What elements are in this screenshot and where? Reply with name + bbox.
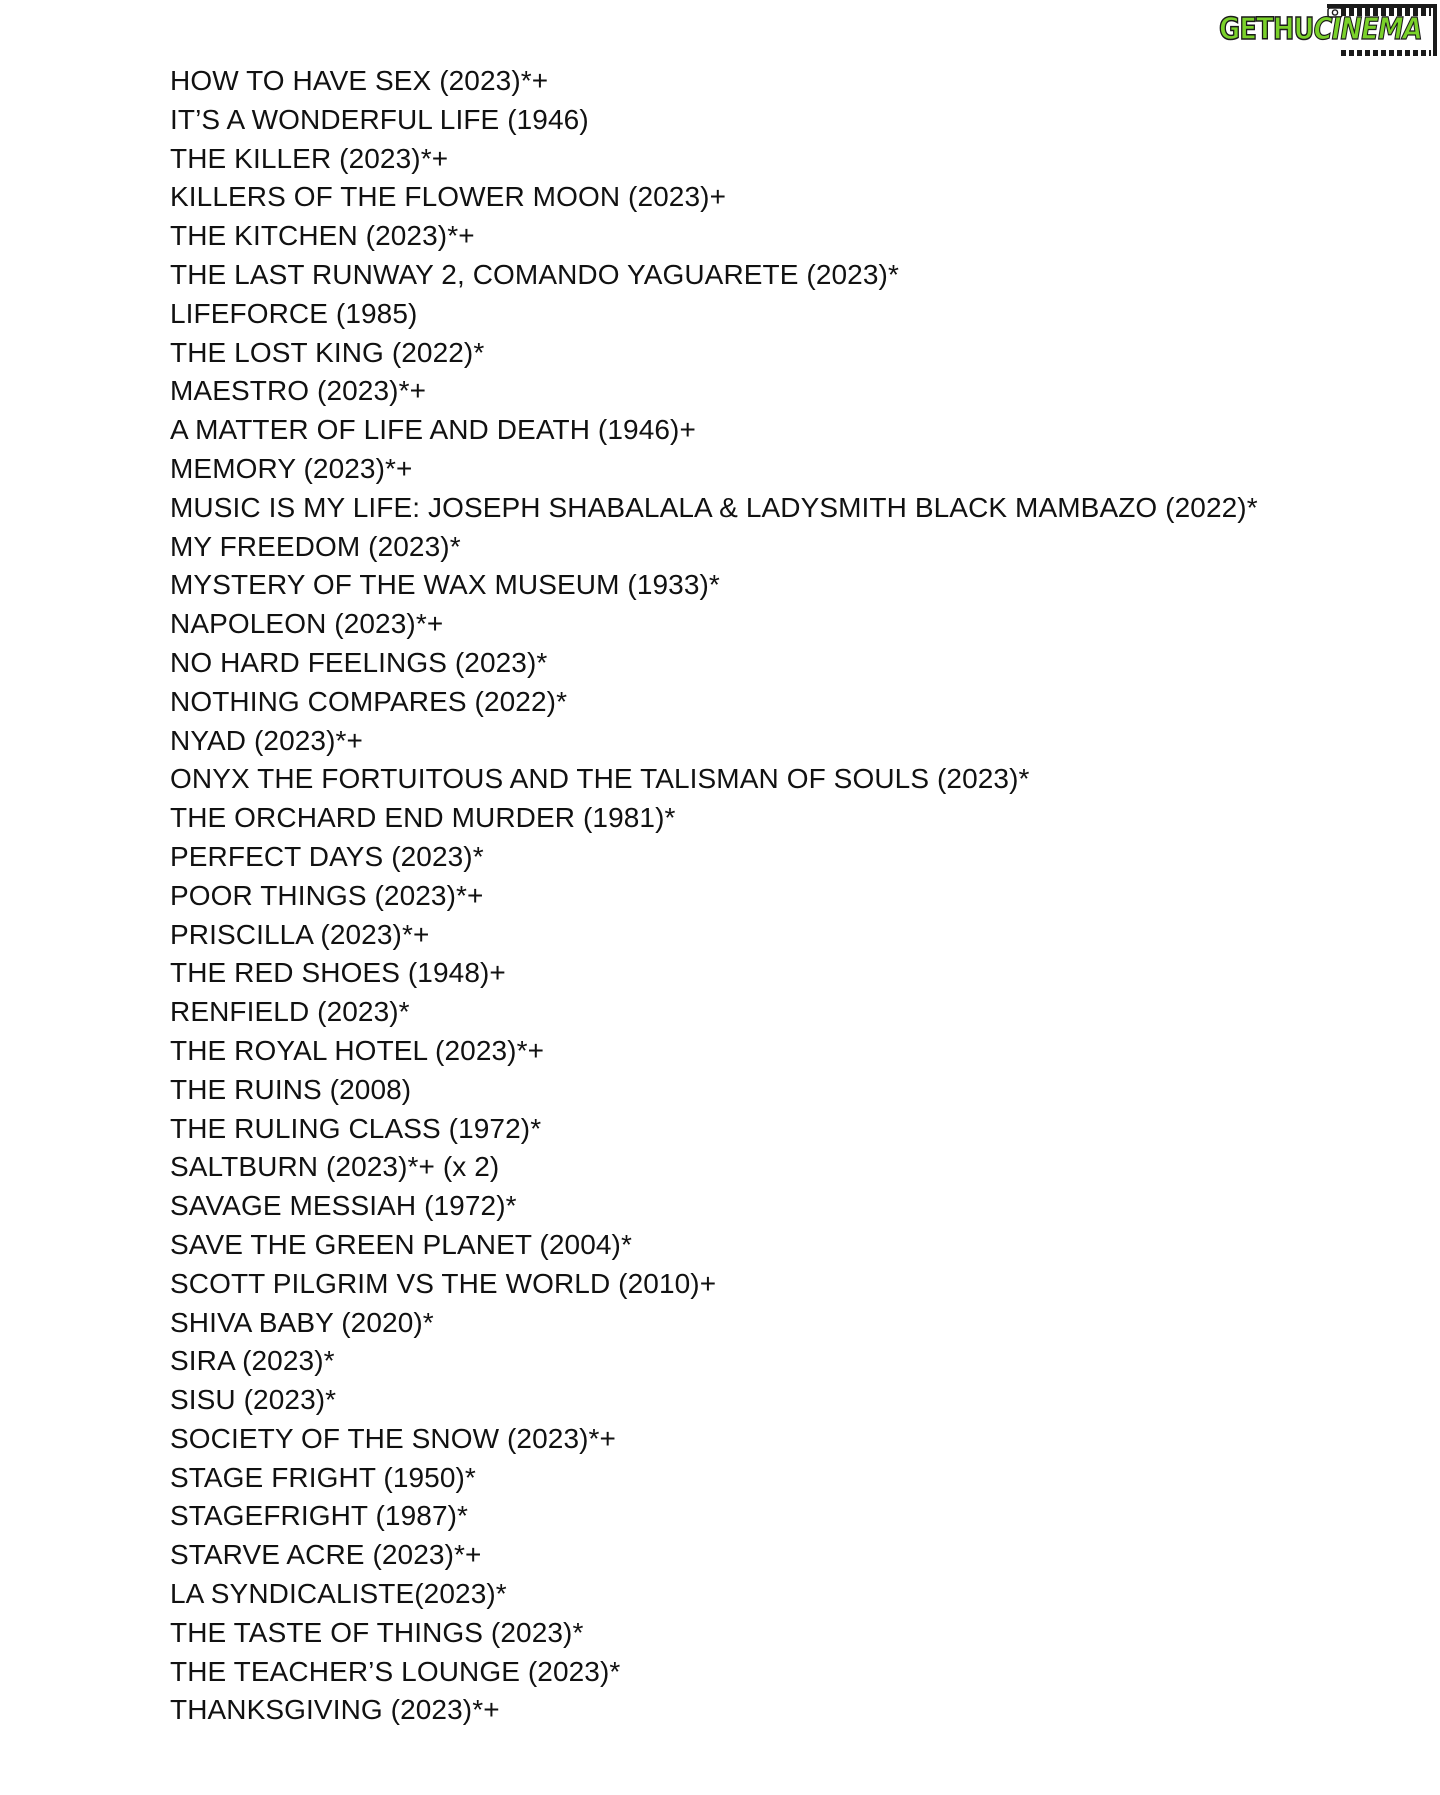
film-list-item: THE RUINS (2008) bbox=[170, 1073, 412, 1105]
film-list-item: POOR THINGS (2023)*+ bbox=[170, 879, 484, 911]
film-list-item: MYSTERY OF THE WAX MUSEUM (1933)* bbox=[170, 569, 720, 601]
film-list-item: NOTHING COMPARES (2022)* bbox=[170, 685, 568, 717]
film-list-item: MAESTRO (2023)*+ bbox=[170, 375, 427, 407]
film-list-item: STARVE ACRE (2023)*+ bbox=[170, 1539, 482, 1571]
film-list-item: THE ORCHARD END MURDER (1981)* bbox=[170, 802, 676, 834]
film-list-item: SHIVA BABY (2020)* bbox=[170, 1306, 434, 1338]
logo-cinema: CINEMA bbox=[1313, 12, 1422, 47]
film-list-item: THE KITCHEN (2023)*+ bbox=[170, 220, 475, 252]
film-list-item: ONYX THE FORTUITOUS AND THE TALISMAN OF SOULS (2023)* bbox=[170, 763, 1030, 795]
film-list-item: THE RED SHOES (1948)+ bbox=[170, 957, 506, 989]
film-list-item: LA SYNDICALISTE(2023)* bbox=[170, 1578, 507, 1610]
film-list-item: IT’S A WONDERFUL LIFE (1946) bbox=[170, 103, 589, 135]
logo-wordmark bbox=[1219, 10, 1422, 50]
film-list-item: THE KILLER (2023)*+ bbox=[170, 142, 449, 174]
film-list-item: KILLERS OF THE FLOWER MOON (2023)+ bbox=[170, 181, 727, 213]
film-list-item: SAVE THE GREEN PLANET (2004)* bbox=[170, 1228, 632, 1260]
film-list-item: THE ROYAL HOTEL (2023)*+ bbox=[170, 1034, 545, 1066]
film-list-item: SAVAGE MESSIAH (1972)* bbox=[170, 1190, 517, 1222]
film-list-item: LIFEFORCE (1985) bbox=[170, 297, 418, 329]
film-list-item: RENFIELD (2023)* bbox=[170, 996, 410, 1028]
film-list-item: NAPOLEON (2023)*+ bbox=[170, 608, 444, 640]
film-list-item: THE TASTE OF THINGS (2023)* bbox=[170, 1616, 584, 1648]
gethu-cinema-logo bbox=[1219, 4, 1437, 56]
film-list-item: NYAD (2023)*+ bbox=[170, 724, 363, 756]
film-list-item: THE RULING CLASS (1972)* bbox=[170, 1112, 542, 1144]
film-list-item: HOW TO HAVE SEX (2023)*+ bbox=[170, 65, 549, 96]
film-list-item: THE LOST KING (2022)* bbox=[170, 336, 485, 368]
film-list-item: MEMORY (2023)*+ bbox=[170, 452, 413, 484]
film-list-item: STAGE FRIGHT (1950)* bbox=[170, 1461, 476, 1493]
film-list-item: SCOTT PILGRIM VS THE WORLD (2010)+ bbox=[170, 1267, 717, 1299]
film-list-item: THE LAST RUNWAY 2, COMANDO YAGUARETE (2023)* bbox=[170, 258, 899, 290]
film-list-item: PRISCILLA (2023)*+ bbox=[170, 918, 430, 950]
film-list-item: THANKSGIVING (2023)*+ bbox=[170, 1694, 500, 1726]
logo-gethu: GETHU bbox=[1219, 12, 1314, 47]
film-list-item: THE TEACHER’S LOUNGE (2023)* bbox=[170, 1655, 621, 1687]
film-list-item: NO HARD FEELINGS (2023)* bbox=[170, 646, 548, 678]
film-list-item: PERFECT DAYS (2023)* bbox=[170, 840, 484, 872]
film-list-item: MUSIC IS MY LIFE: JOSEPH SHABALALA & LADYSMITH BLACK MAMBAZO (2022)* bbox=[170, 491, 1258, 523]
film-list-item: SOCIETY OF THE SNOW (2023)*+ bbox=[170, 1422, 616, 1454]
film-list-item: STAGEFRIGHT (1987)* bbox=[170, 1500, 469, 1532]
film-list-item: SALTBURN (2023)*+ (x 2) bbox=[170, 1151, 500, 1183]
film-list bbox=[170, 62, 1258, 1730]
film-list-item: A MATTER OF LIFE AND DEATH (1946)+ bbox=[170, 414, 696, 446]
film-list-item: SISU (2023)* bbox=[170, 1384, 337, 1416]
film-list-item: MY FREEDOM (2023)* bbox=[170, 530, 461, 562]
film-list-item: SIRA (2023)* bbox=[170, 1345, 335, 1377]
